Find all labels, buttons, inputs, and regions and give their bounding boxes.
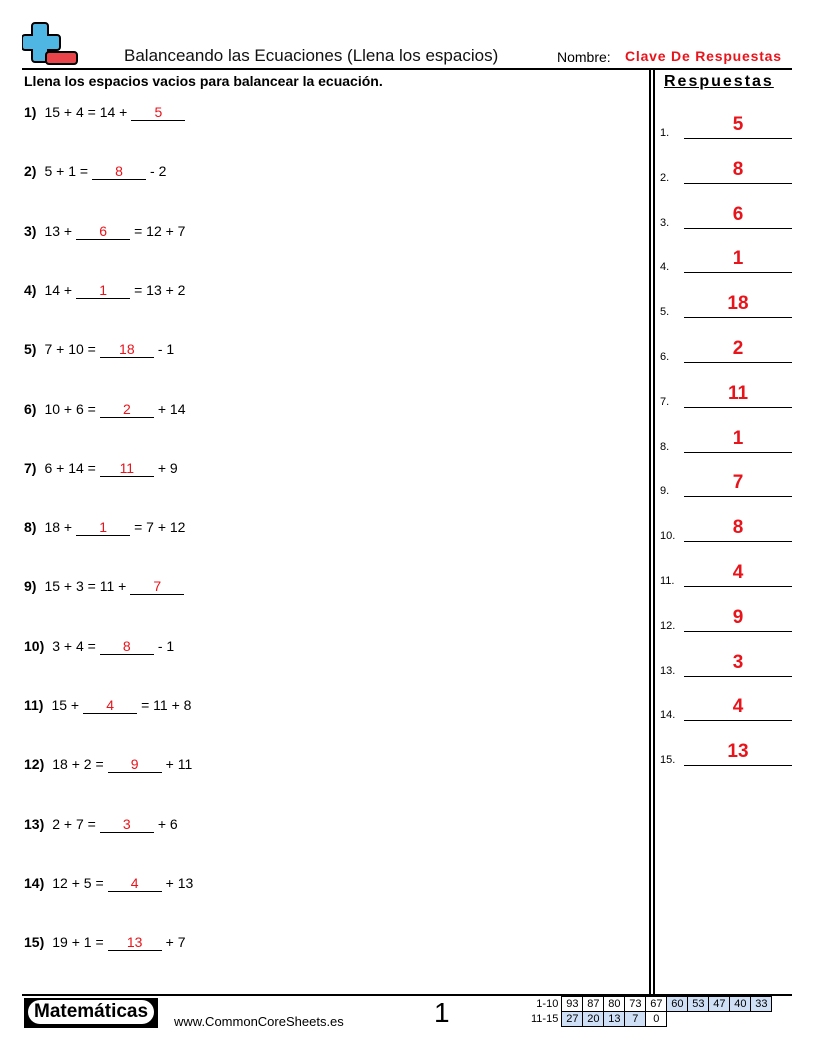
- answer-line: [684, 720, 792, 721]
- answer-key-row: [660, 651, 792, 677]
- equation-left: 15 + 4 = 14 +: [44, 104, 128, 120]
- answer-value: 1: [732, 248, 744, 270]
- answer-line: [684, 496, 792, 497]
- answer-number: 15.: [660, 754, 676, 767]
- answer-number: 8.: [660, 440, 670, 453]
- score-empty: [730, 1012, 751, 1027]
- instructions: Llena los espacios vacios para balancear la ecuación.: [24, 73, 383, 89]
- equation-right: = 13 + 2: [134, 281, 186, 298]
- equation-left: 6 + 14 =: [44, 459, 96, 476]
- answer-blank[interactable]: 9: [108, 757, 162, 773]
- problem-item: [24, 697, 191, 714]
- brand-label: Matemáticas: [28, 1000, 154, 1024]
- answer-line: [684, 586, 792, 587]
- answer-blank[interactable]: 8: [92, 164, 146, 180]
- equation-left: 15 +: [51, 697, 80, 713]
- answer-number: 3.: [660, 216, 670, 229]
- answer-value: 4: [732, 696, 744, 718]
- problem-number: 12): [24, 756, 45, 773]
- answer-line: [684, 676, 792, 677]
- answer-value: 8: [732, 517, 744, 539]
- answer-blank[interactable]: 5: [131, 105, 185, 121]
- answer-key-row: [660, 338, 792, 363]
- equation-right: = 11 + 8: [141, 697, 192, 713]
- problem-number: 4): [24, 281, 37, 298]
- score-cell: 27: [562, 1012, 583, 1027]
- problem-number: 15): [24, 934, 45, 951]
- answer-value: 7: [732, 472, 744, 494]
- plus-minus-logo-icon: [22, 22, 80, 68]
- answer-number: 6.: [660, 351, 670, 363]
- answer-value: 6: [732, 203, 744, 225]
- answer-blank[interactable]: 2: [100, 402, 154, 418]
- equation-right: + 9: [157, 459, 178, 476]
- equation-left: 5 + 1 =: [44, 163, 89, 180]
- equation-left: 19 + 1 =: [52, 934, 104, 951]
- equation-right: = 7 + 12: [134, 519, 186, 536]
- brand-logo: [24, 998, 158, 1028]
- answer-key-row: [660, 382, 792, 408]
- answer-key-row: [660, 517, 792, 543]
- equation-right: + 11: [165, 756, 193, 773]
- answer-key-row: [660, 741, 792, 767]
- score-row: [528, 1012, 772, 1027]
- answer-key-row: [660, 696, 792, 722]
- problem-number: 11): [24, 697, 44, 713]
- answer-blank[interactable]: 4: [83, 698, 137, 714]
- answer-blank[interactable]: 1: [76, 283, 130, 299]
- score-cell: 33: [751, 997, 772, 1012]
- score-cell: 53: [688, 997, 709, 1012]
- answer-blank[interactable]: 8: [100, 639, 154, 655]
- score-cell: 80: [604, 997, 625, 1012]
- problem-item: [24, 282, 185, 299]
- problem-item: [24, 638, 174, 655]
- answer-line: [684, 272, 792, 273]
- problem-item: [24, 756, 192, 773]
- answer-number: 1.: [660, 127, 670, 139]
- column-divider: [649, 68, 651, 994]
- score-cell: 13: [604, 1012, 625, 1027]
- answer-blank[interactable]: 11: [100, 461, 154, 477]
- problem-item: [24, 934, 185, 951]
- header-divider: [22, 68, 792, 70]
- answer-value: 1: [732, 427, 744, 449]
- answer-line: [684, 362, 792, 363]
- problem-number: 14): [24, 874, 45, 891]
- answer-value: 13: [727, 741, 749, 763]
- problem-number: 5): [24, 341, 37, 358]
- problem-item: [24, 460, 178, 477]
- answer-number: 7.: [660, 395, 670, 408]
- answer-line: [684, 407, 792, 408]
- equation-left: 3 + 4 =: [52, 637, 96, 654]
- answer-line: [684, 631, 792, 632]
- score-cell: 73: [625, 997, 646, 1012]
- answer-key-row: [660, 606, 792, 632]
- answer-number: 13.: [660, 664, 676, 677]
- problem-item: [24, 578, 188, 595]
- problem-number: 2): [24, 163, 37, 180]
- score-cell: 7: [625, 1012, 646, 1027]
- problem-number: 8): [24, 519, 37, 536]
- problem-item: [24, 816, 178, 833]
- equation-right: - 1: [157, 341, 175, 358]
- equation-right: = 12 + 7: [134, 222, 186, 239]
- answer-value: 18: [727, 293, 749, 315]
- name-value: Clave De Respuestas: [625, 48, 782, 64]
- answer-line: [684, 228, 792, 229]
- answer-number: 2.: [660, 171, 670, 184]
- name-label: Nombre:: [557, 49, 611, 65]
- equation-left: 12 + 5 =: [52, 874, 104, 891]
- answer-number: 10.: [660, 530, 676, 543]
- answer-line: [684, 317, 792, 318]
- answer-blank[interactable]: 18: [100, 342, 154, 358]
- answer-blank[interactable]: 4: [108, 876, 162, 892]
- answers-heading: Respuestas: [664, 73, 774, 90]
- page-number: 1: [434, 997, 450, 1028]
- answer-line: [684, 765, 792, 766]
- score-empty: [709, 1012, 730, 1027]
- score-row-label: 11-15: [531, 1013, 559, 1025]
- score-cell: 47: [709, 997, 730, 1012]
- problem-item: [24, 163, 166, 180]
- answer-value: 4: [732, 562, 744, 583]
- site-url: www.CommonCoreSheets.es: [174, 1014, 344, 1029]
- answer-value: 8: [732, 158, 744, 180]
- worksheet-title: Balanceando las Ecuaciones (Llena los espacios): [124, 46, 499, 65]
- answer-key-row: [660, 427, 792, 453]
- score-cell: 40: [730, 997, 751, 1012]
- problem-item: [24, 223, 185, 240]
- answer-value: 9: [732, 606, 744, 628]
- column-divider-inner: [653, 68, 655, 994]
- problem-item: [24, 104, 189, 121]
- problem-item: [24, 875, 193, 892]
- score-cell: 67: [646, 997, 667, 1012]
- equation-left: 18 + 2 =: [52, 756, 104, 773]
- answer-blank[interactable]: 6: [76, 224, 130, 240]
- equation-right: + 7: [165, 934, 186, 951]
- score-cell: 20: [583, 1012, 604, 1027]
- answer-value: 5: [732, 114, 744, 135]
- score-row-label: 1-10: [536, 998, 559, 1010]
- score-empty: [751, 1012, 772, 1027]
- problem-number: 9): [24, 578, 37, 595]
- answer-value: 3: [732, 651, 744, 673]
- answer-blank[interactable]: 1: [76, 520, 130, 536]
- answer-blank[interactable]: 7: [130, 579, 184, 595]
- answer-value: 2: [732, 338, 744, 359]
- answer-line: [684, 452, 792, 453]
- problem-number: 10): [24, 637, 45, 654]
- answer-key-row: [660, 293, 792, 319]
- score-cell: 93: [562, 997, 583, 1012]
- problem-number: 13): [24, 815, 45, 832]
- score-table: [528, 996, 772, 1027]
- answer-line: [684, 138, 792, 139]
- problem-item: [24, 401, 185, 418]
- answer-key-row: [660, 472, 792, 498]
- equation-left: 14 +: [44, 281, 73, 298]
- problem-item: [24, 519, 185, 536]
- problem-number: 7): [24, 459, 37, 476]
- score-cell: 0: [646, 1012, 667, 1027]
- problem-item: [24, 341, 174, 358]
- answer-blank[interactable]: 3: [100, 817, 154, 833]
- equation-left: 7 + 10 =: [44, 341, 96, 358]
- equation-left: 13 +: [44, 222, 73, 239]
- score-cell: 87: [583, 997, 604, 1012]
- answer-line: [684, 183, 792, 184]
- equation-left: 18 +: [44, 519, 73, 536]
- answer-key-row: [660, 562, 792, 587]
- answer-number: 14.: [660, 709, 676, 722]
- equation-right: + 13: [165, 874, 194, 891]
- score-row: [528, 997, 772, 1012]
- score-empty: [688, 1012, 709, 1027]
- problem-number: 6): [24, 400, 37, 417]
- score-cell: 60: [667, 997, 688, 1012]
- answer-number: 11.: [660, 575, 675, 587]
- equation-right: + 6: [157, 815, 178, 832]
- problem-number: 1): [24, 104, 37, 120]
- answer-line: [684, 541, 792, 542]
- answer-key-row: [660, 158, 792, 184]
- equation-left: 10 + 6 =: [44, 400, 96, 417]
- problem-number: 3): [24, 222, 37, 239]
- answer-number: 5.: [660, 306, 670, 319]
- score-empty: [667, 1012, 688, 1027]
- answer-value: 11: [727, 382, 749, 404]
- equation-right: + 14: [157, 400, 186, 417]
- equation-left: 15 + 3 = 11 +: [44, 578, 127, 595]
- answer-number: 9.: [660, 485, 670, 498]
- equation-left: 2 + 7 =: [52, 815, 96, 832]
- equation-right: - 2: [150, 163, 167, 180]
- answer-key-row: [660, 248, 792, 274]
- answer-number: 12.: [660, 619, 676, 632]
- answer-number: 4.: [660, 261, 670, 274]
- answer-key-row: [660, 203, 792, 229]
- answer-key-row: [660, 114, 792, 139]
- answer-blank[interactable]: 13: [108, 935, 162, 951]
- equation-right: - 1: [157, 637, 175, 654]
